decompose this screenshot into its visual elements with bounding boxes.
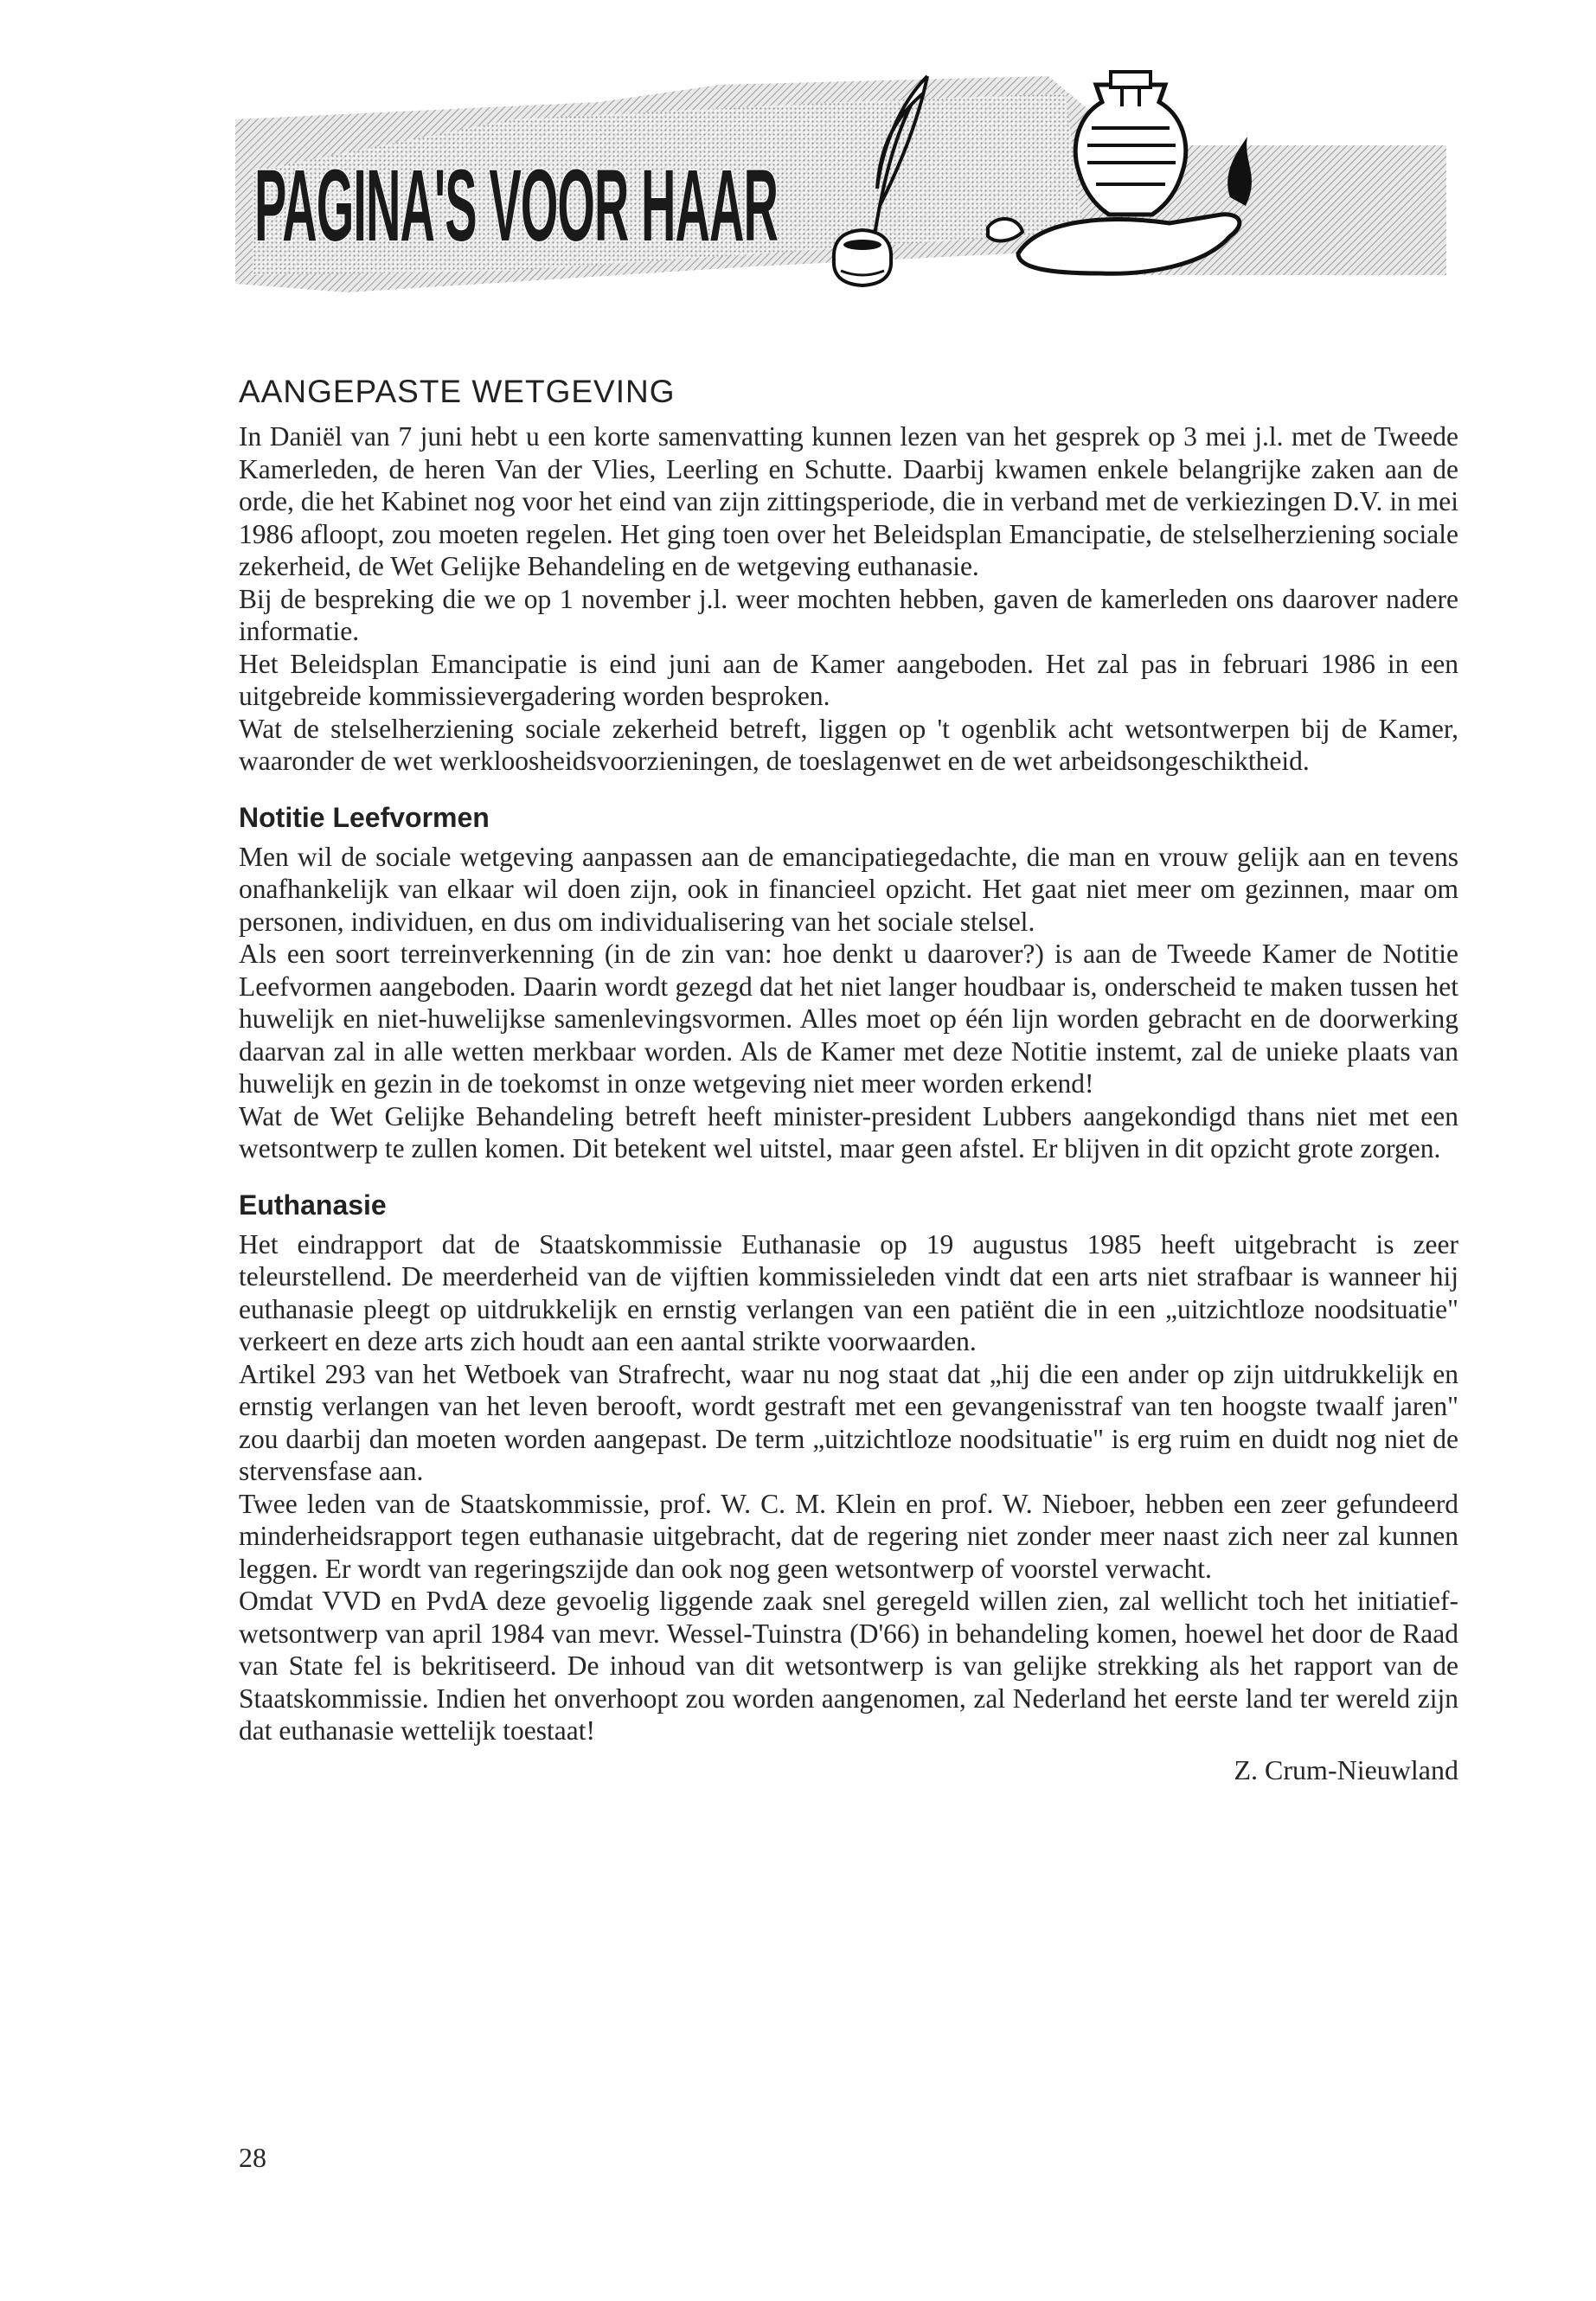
section-paragraph: Het eindrapport dat de Staatskommissie Euthanasie op 19 augustus 1985 heeft uitgebracht is zeer teleurstellend. De meerderheid van de vijftien kommissieleden vindt dat een arts niet strafbaar is wanneer hij euthanasie pleegt op uitdrukkelijk en ernstig verlangen van een patiënt die in een „uitzichtloze noodsituatie" verkeert en deze arts zich houdt aan een aantal strikte voorwaarden. <box>239 1228 1458 1356</box>
section-paragraph: Als een soort terreinverkenning (in de zin van: hoe denkt u daarover?) is aan de Tweede Kamer de Notitie Leefvormen aangeboden. Daarin wordt gezegd dat het niet langer houdbaar is, onderscheid te maken tussen het huwelijk en niet-huwelijkse samenlevingsvormen. Alles moet op één lijn worden gebracht en de doorwerking daarvan zal in alle wetten merkbaar worden. Als de Kamer met deze Notitie instemt, zal de unieke plaats van huwelijk en gezin in de toekomst in onze wetgeving niet meer worden erkend! <box>239 939 1458 1099</box>
section-heading: Euthanasie <box>239 1189 387 1221</box>
inkwell-icon <box>834 230 891 285</box>
section-paragraph: Men wil de sociale wetgeving aanpassen aan de emancipatiegedachte, die man en vrouw gelijk aan en tevens onafhankelijk van elkaar wil doen zijn, ook in financieel opzicht. Het gaat niet meer om gezinnen, maar om personen, individuen, en dus om individualisering van het sociale stelsel. <box>239 841 1458 937</box>
vase-icon <box>1075 72 1186 215</box>
intro-paragraph: Bij de bespreking die we op 1 november j.l. weer mochten hebben, gaven de kamerleden ons daarover nadere informatie. <box>239 583 1458 646</box>
article <box>239 374 1458 1786</box>
section-euthanasie <box>239 1189 1458 1747</box>
intro-paragraph: Het Beleidsplan Emancipatie is eind juni aan de Kamer aangeboden. Het zal pas in februari 1986 in een uitgebreide kommissievergadering worden besproken. <box>239 648 1458 711</box>
header-banner <box>235 67 1446 318</box>
intro-paragraph: Wat de stelselherziening sociale zekerheid betreft, liggen op 't ogenblik acht wetsontwerpen bij de Kamer, waaronder de wet werkloosheidsvoorzieningen, de toeslagenwet en de wet arbeidsongeschiktheid. <box>239 713 1458 776</box>
article-intro <box>239 420 1458 778</box>
banner-title: PAGINA'S VOOR HAAR <box>254 149 778 263</box>
section-paragraph: Twee leden van de Staatskommissie, prof. W. C. M. Klein en prof. W. Nieboer, hebben een zeer gefundeerd minderheidsrapport tegen euthanasie uitgebracht, dat de regering niet zonder meer naast zich neer zal kunnen leggen. Er wordt van regeringszijde dan ook nog geen wetsontwerp of voorstel verwacht. <box>239 1488 1458 1584</box>
section-heading: Notitie Leefvormen <box>239 801 490 833</box>
author-signature: Z. Crum-Nieuwland <box>1234 1753 1458 1785</box>
section-paragraph: Omdat VVD en PvdA deze gevoelig liggende zaak snel geregeld willen zien, zal wellicht toch het initiatief-wetsontwerp van april 1984 van mevr. Wessel-Tuinstra (D'66) in behandeling komen, hoewel het door de Raad van State fel is bekritiseerd. De inhoud van dit wetsontwerp is van gelijke strekking als het rapport van de Staatskommissie. Indien het onverhoopt zou worden aangenomen, zal Nederland het eerste land ter wereld zijn dat euthanasie wettelijk toestaat! <box>239 1586 1458 1746</box>
section-paragraph: Wat de Wet Gelijke Behandeling betreft heeft minister-president Lubbers aangekondigd thans niet met een wetsontwerp te zullen komen. Dit betekent wel uitstel, maar geen afstel. Er blijven in dit opzicht grote zorgen. <box>239 1100 1458 1163</box>
section-notitie-leefvormen <box>239 802 1458 1165</box>
page-number: 28 <box>239 2142 266 2173</box>
article-title: AANGEPASTE WETGEVING <box>239 374 676 409</box>
intro-paragraph: In Daniël van 7 juni hebt u een korte samenvatting kunnen lezen van het gesprek op 3 mei j.l. met de Tweede Kamerleden, de heren Van der Vlies, Leerling en Schutte. Daarbij kwamen enkele belangrijke zaken aan de orde, die het Kabinet nog voor het eind van zijn zittingsperiode, die in verband met de verkiezingen D.V. in mei 1986 afloopt, zou moeten regelen. Het ging toen over het Beleidsplan Emancipatie, de stelselherziening sociale zekerheid, de Wet Gelijke Behandeling en de wetgeving euthanasie. <box>239 421 1458 581</box>
section-paragraph: Artikel 293 van het Wetboek van Strafrecht, waar nu nog staat dat „hij die een ander op zijn uitdrukkelijk en ernstig verlangen van het leven berooft, wordt gestraft met een gevangenisstraf van ten hoogste twaalf jaren" zou daarbij dan moeten worden aangepast. De term „uitzichtloze noodsituatie" is erg ruim en duidt nog niet de stervensfase aan. <box>239 1358 1458 1486</box>
